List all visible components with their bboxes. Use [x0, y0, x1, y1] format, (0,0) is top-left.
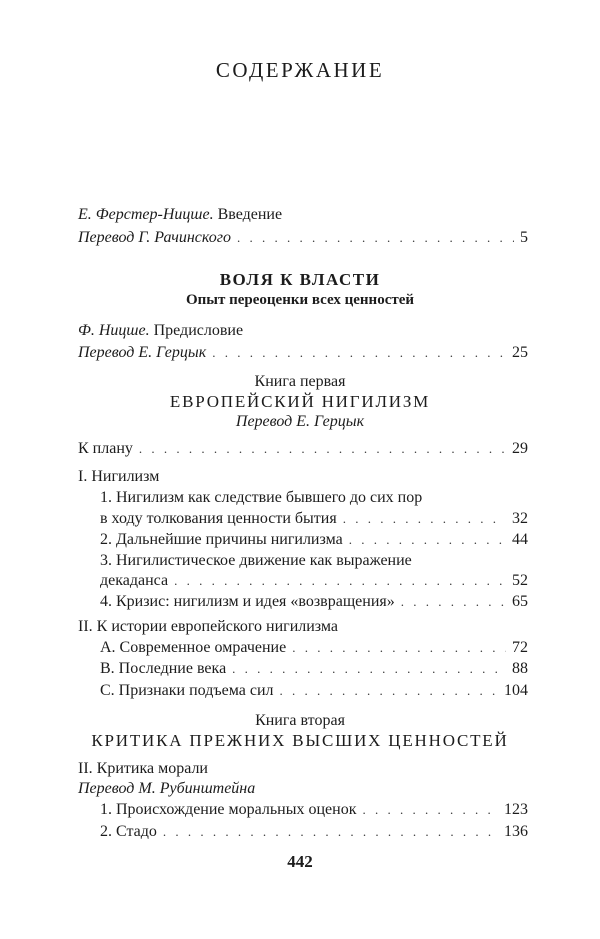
toc-intro-author: Е. Ферстер-Ницше. — [78, 206, 214, 223]
toc-entry[interactable] — [100, 508, 528, 529]
dot-leader — [237, 227, 514, 248]
toc-preface-heading — [78, 320, 243, 341]
part-title: II. Критика морали — [78, 760, 208, 777]
dot-leader — [280, 680, 499, 701]
dot-leader — [343, 508, 506, 529]
toc-entry-label: К плану — [78, 440, 133, 457]
toc-entry[interactable] — [100, 821, 528, 842]
book-label: Книга вторая — [255, 712, 345, 729]
toc-entry-preface[interactable] — [78, 342, 528, 363]
toc-page-number: 123 — [504, 801, 528, 818]
toc-entry[interactable] — [100, 637, 528, 658]
toc-entry-label: C. Признаки подъема сил — [100, 682, 274, 699]
toc-entry-intro[interactable] — [78, 227, 528, 248]
toc-entry[interactable] — [100, 570, 528, 591]
toc-entry-label: в ходу толкования ценности бытия — [100, 510, 337, 527]
toc-entry-label: декаданса — [100, 572, 169, 589]
toc-entry[interactable] — [100, 799, 528, 820]
part-translator: Перевод М. Рубинштейна — [78, 780, 256, 797]
toc-entry-line1[interactable]: 1. Нигилизм как следствие бывшего до сих пор — [100, 489, 423, 506]
toc-entry-label: 1. Происхождение моральных оценок — [100, 801, 357, 818]
dot-leader — [232, 658, 506, 679]
dot-leader — [174, 570, 506, 591]
toc-page-number: 32 — [512, 510, 528, 527]
book-title: КРИТИКА ПРЕЖНИХ ВЫСШИХ ЦЕННОСТЕЙ — [91, 731, 509, 750]
toc-page-number: 29 — [512, 440, 528, 457]
toc-entry[interactable] — [100, 591, 528, 612]
toc-entry-label: Перевод Е. Герцык — [78, 344, 207, 361]
toc-entry-label: 2. Дальнейшие причины нигилизма — [100, 531, 343, 548]
toc-preface-title: Предисловие — [149, 322, 244, 339]
dot-leader — [139, 438, 506, 459]
toc-page-number: 72 — [512, 639, 528, 656]
toc-entry[interactable] — [100, 529, 528, 550]
page-title: СОДЕРЖАНИЕ — [215, 58, 385, 82]
section-title: ВОЛЯ К ВЛАСТИ — [219, 270, 381, 289]
page-folio-number: 442 — [287, 852, 313, 871]
toc-page-number: 88 — [512, 660, 528, 677]
toc-intro-heading — [78, 204, 282, 225]
toc-page-number: 44 — [512, 531, 528, 548]
toc-entry-label: B. Последние века — [100, 660, 227, 677]
section-subtitle: Опыт переоценки всех ценностей — [185, 292, 415, 308]
dot-leader — [292, 637, 506, 658]
toc-page-number: 5 — [520, 229, 528, 246]
toc-entry-label: Перевод Г. Рачинского — [78, 229, 232, 246]
toc-entry-label: 4. Кризис: нигилизм и идея «возвращения» — [100, 593, 395, 610]
part-title: I. Нигилизм — [78, 468, 160, 485]
book-translator: Перевод Е. Герцык — [235, 413, 365, 430]
toc-entry-plan[interactable] — [78, 438, 528, 459]
part-title: II. К истории европейского нигилизма — [78, 618, 339, 635]
toc-entry[interactable] — [100, 680, 528, 701]
toc-page-number: 104 — [504, 682, 528, 699]
toc-entry-label: 2. Стадо — [100, 823, 157, 840]
dot-leader — [362, 799, 498, 820]
toc-intro-title: Введение — [213, 206, 283, 223]
book-title: ЕВРОПЕЙСКИЙ НИГИЛИЗМ — [169, 392, 431, 411]
toc-page-number: 25 — [512, 344, 528, 361]
toc-entry[interactable] — [100, 658, 528, 679]
book-label: Книга первая — [254, 373, 346, 390]
toc-page-number: 65 — [512, 593, 528, 610]
toc-entry-label: A. Современное омрачение — [100, 639, 287, 656]
toc-page-number: 136 — [504, 823, 528, 840]
dot-leader — [401, 591, 506, 612]
toc-entry-line1[interactable]: 3. Нигилистическое движение как выражение — [100, 552, 412, 569]
dot-leader — [163, 821, 498, 842]
dot-leader — [212, 342, 506, 363]
dot-leader — [349, 529, 506, 550]
toc-page-number: 52 — [512, 572, 528, 589]
toc-preface-author: Ф. Ницше. — [78, 322, 150, 339]
